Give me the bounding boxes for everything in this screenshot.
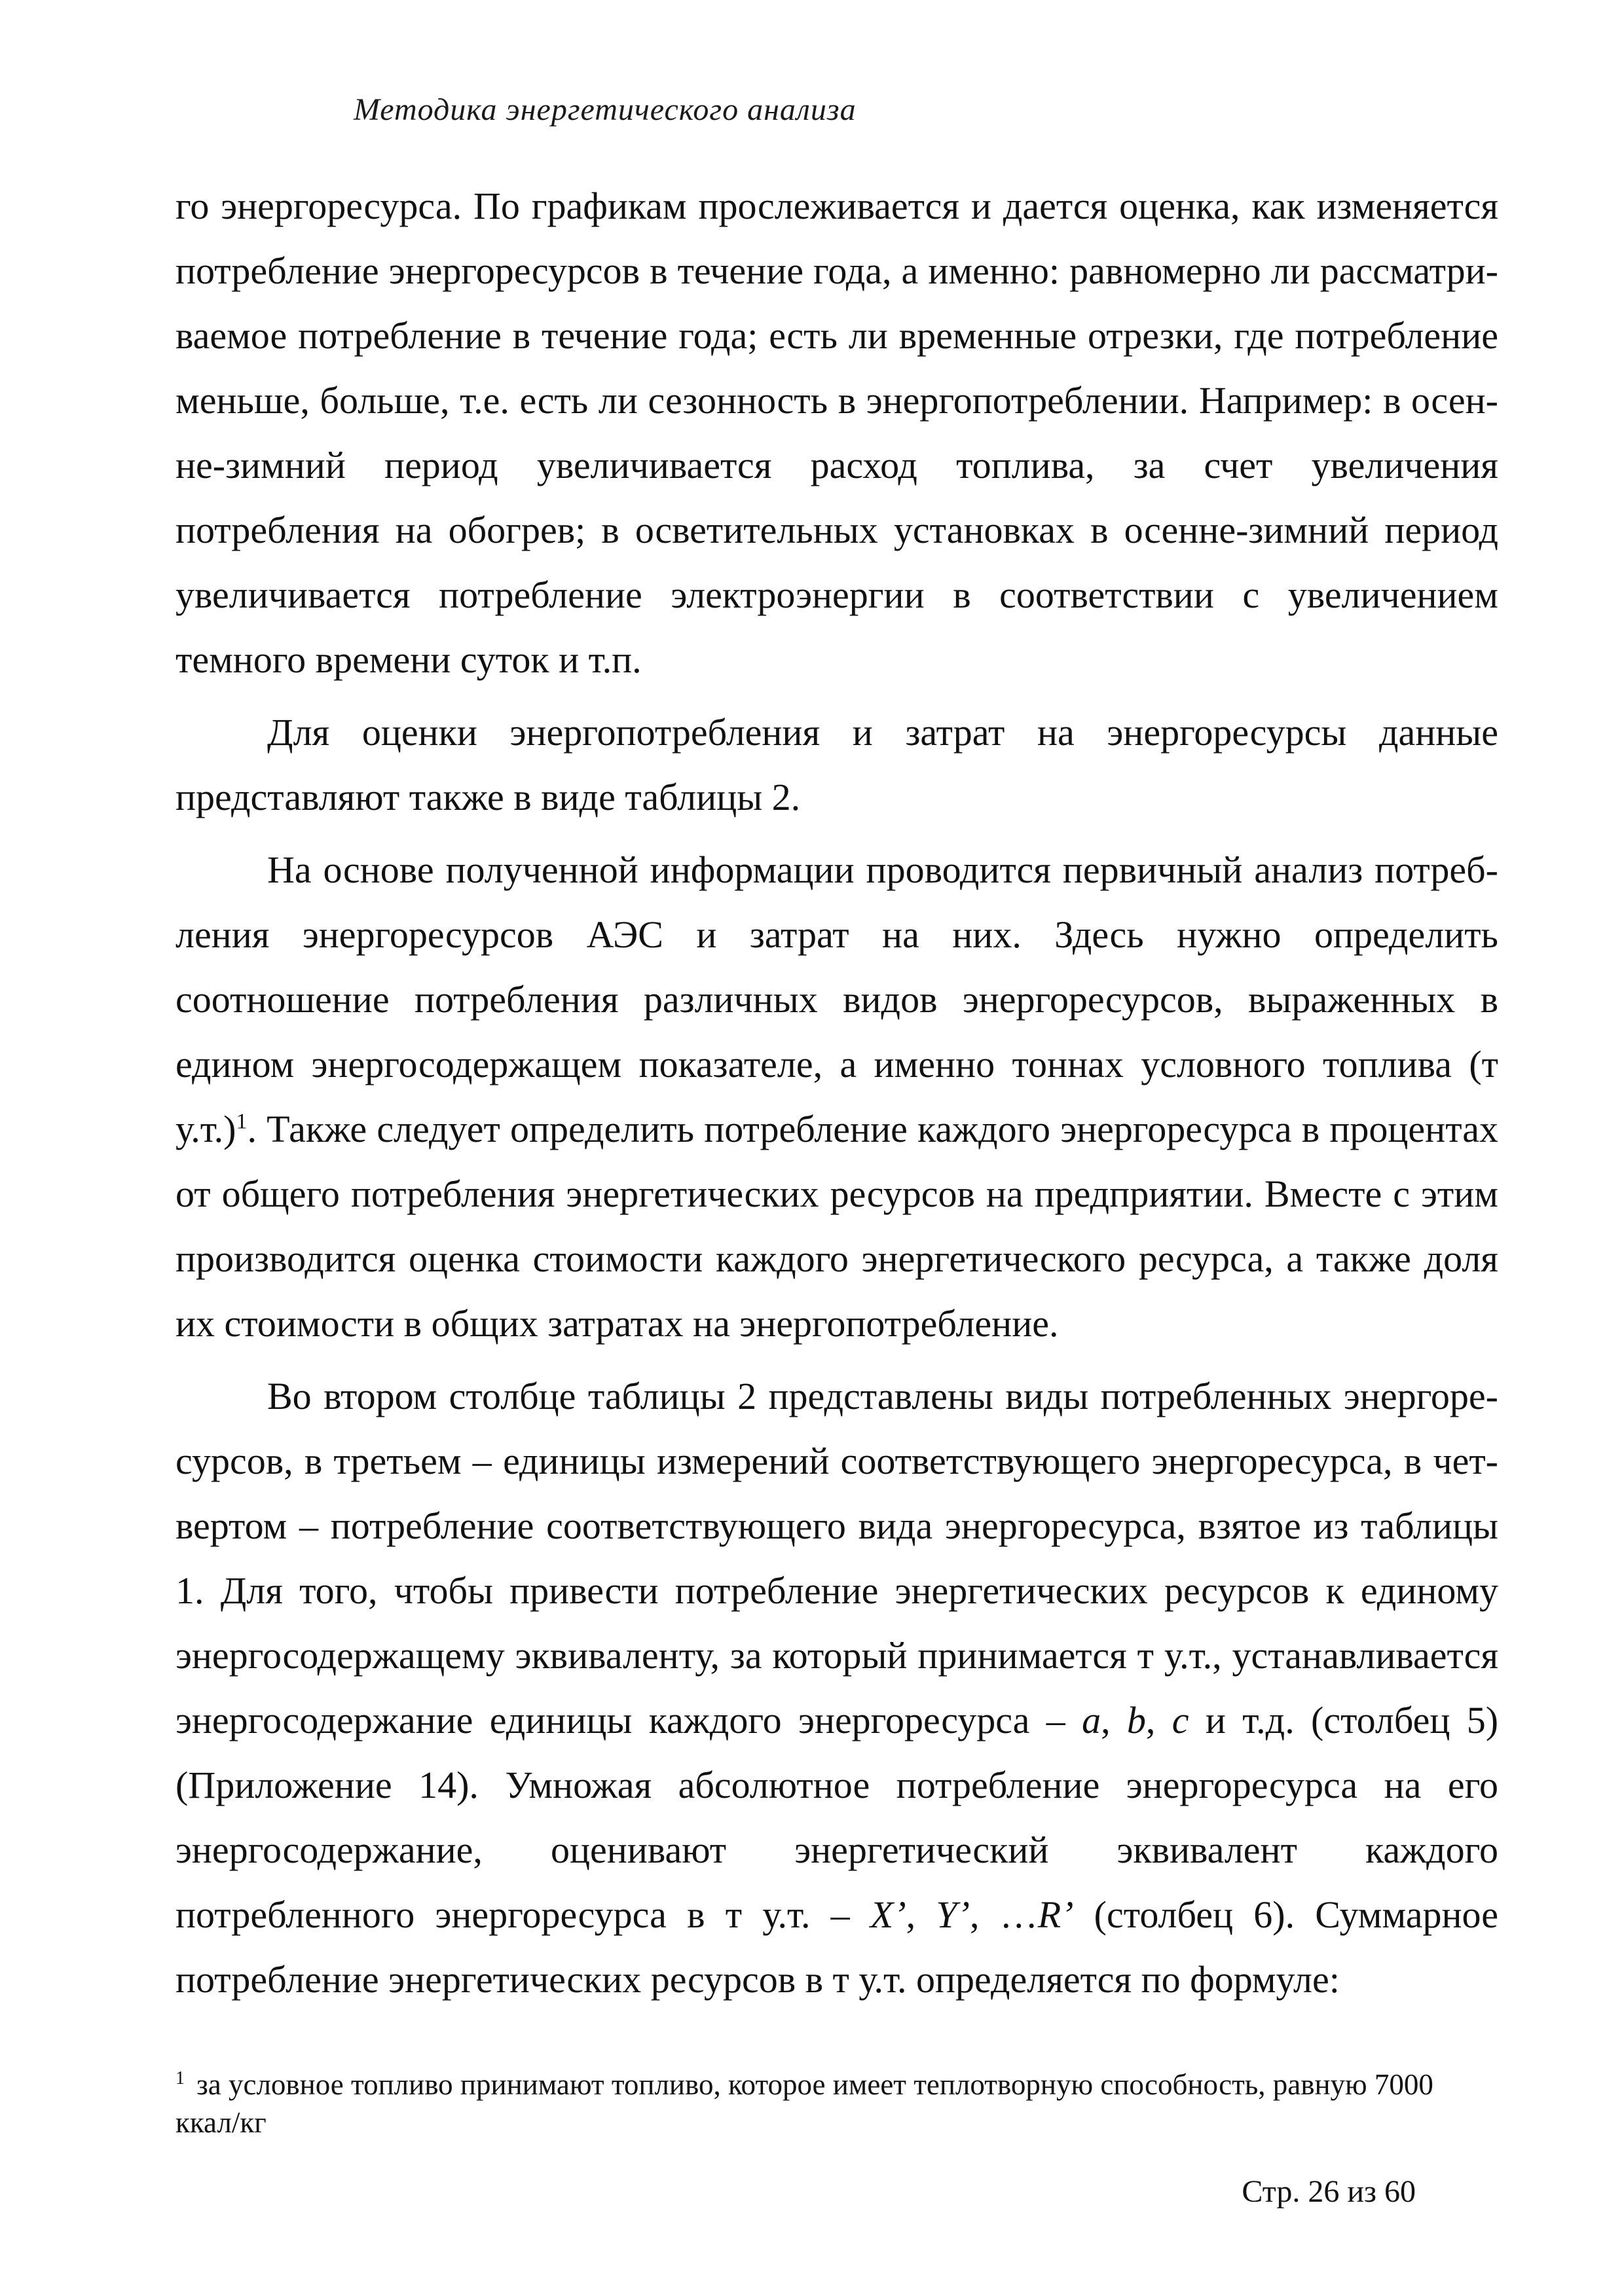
paragraph-4-text-2: и т.д. (столбец 5) (Приложение 14). Умножая абсолютное потребление энергоресурса на его энергосодержание, оценивают энергетический эквивалент каждого потребленного энергоресурса в т у.т. –	[175, 1699, 1499, 1936]
running-header-title: Методика энергетического анализа	[354, 92, 857, 127]
separator-4: , …	[969, 1893, 1038, 1936]
footnote-text: за условное топливо принимают топливо, которое имеет теплотворную способность, равную 7000 ккал/кг	[175, 2068, 1433, 2139]
separator-1: ,	[1101, 1699, 1127, 1741]
paragraph-4	[175, 1364, 1498, 2012]
paragraph-3	[175, 837, 1498, 1356]
footnote-marker: 1	[175, 2068, 185, 2088]
variable-c: c	[1172, 1699, 1189, 1741]
variable-b: b	[1126, 1699, 1146, 1741]
paragraph-4-text-1: Во втором столбце таблицы 2 представлены виды потребленных энергоресурсов, в третьем – единицы измерений соответствующего энергоресурса, в четвертом – потребление соответствующего вида энергоресурса, взятое из таблицы 1. Для того, чтобы привести потребление энергетических ресурсов к единому энергосодержащему эквиваленту, за который принимается т у.т., устанавливается энергосодержание единицы каждого энергоресурса –	[175, 1375, 1498, 1741]
body-text	[175, 173, 1498, 2020]
variable-a: a	[1082, 1699, 1101, 1741]
paragraph-2: Для оценки энергопотребления и затрат на энергоресурсы данные представляют также в виде таблицы 2.	[175, 711, 1498, 818]
variable-y: Y’	[936, 1893, 970, 1936]
variable-r: R’	[1037, 1893, 1074, 1936]
paragraph-4-text-3: (столбец 6). Суммарное потребление энергетических ресурсов в т у.т. определяется по формуле:	[175, 1893, 1499, 2001]
footnote-reference: 1	[236, 1109, 248, 1134]
paragraph-1: го энергоресурса. По графикам прослеживается и дается оценка, как изменяется потребление энергоресурсов в течение года, а именно: равномерно ли рассматриваемое потребление в течение года; есть ли временные отрезки, где потребление меньше, больше, т.е. есть ли сезонность в энергопотреблении. Например: в осенне-зимний период увеличивается расход топлива, за счет увеличения потребления на обогрев; в осветительных установках в осенне-зимний период увеличивается потребление электроэнергии в соответствии с увеличением темного времени суток и т.п.	[175, 185, 1498, 681]
paragraph-3-text-after: . Также следует определить потребление каждого энергоресурса в процентах от общего потребления энергетических ресурсов на предприятии. Вместе с этим производится оценка стоимости каждого энергетического ресурса, а также доля их стоимости в общих затратах на энергопотребление.	[175, 1108, 1498, 1345]
page-number: Стр. 26 из 60	[1242, 2174, 1416, 2209]
paragraph-3-text-before: На основе полученной информации проводится первичный анализ потребления энергоресурсов АЭС и затрат на них. Здесь нужно определить соотношение потребления различных видов энергоресурсов, выраженных в едином энергосодержащем показателе, а именно тоннах условного топлива (т у.т.)	[175, 848, 1498, 1150]
separator-3: ,	[906, 1893, 936, 1936]
separator-2: ,	[1145, 1699, 1172, 1741]
footnote	[175, 2066, 1485, 2141]
variable-x: X’	[870, 1893, 906, 1936]
